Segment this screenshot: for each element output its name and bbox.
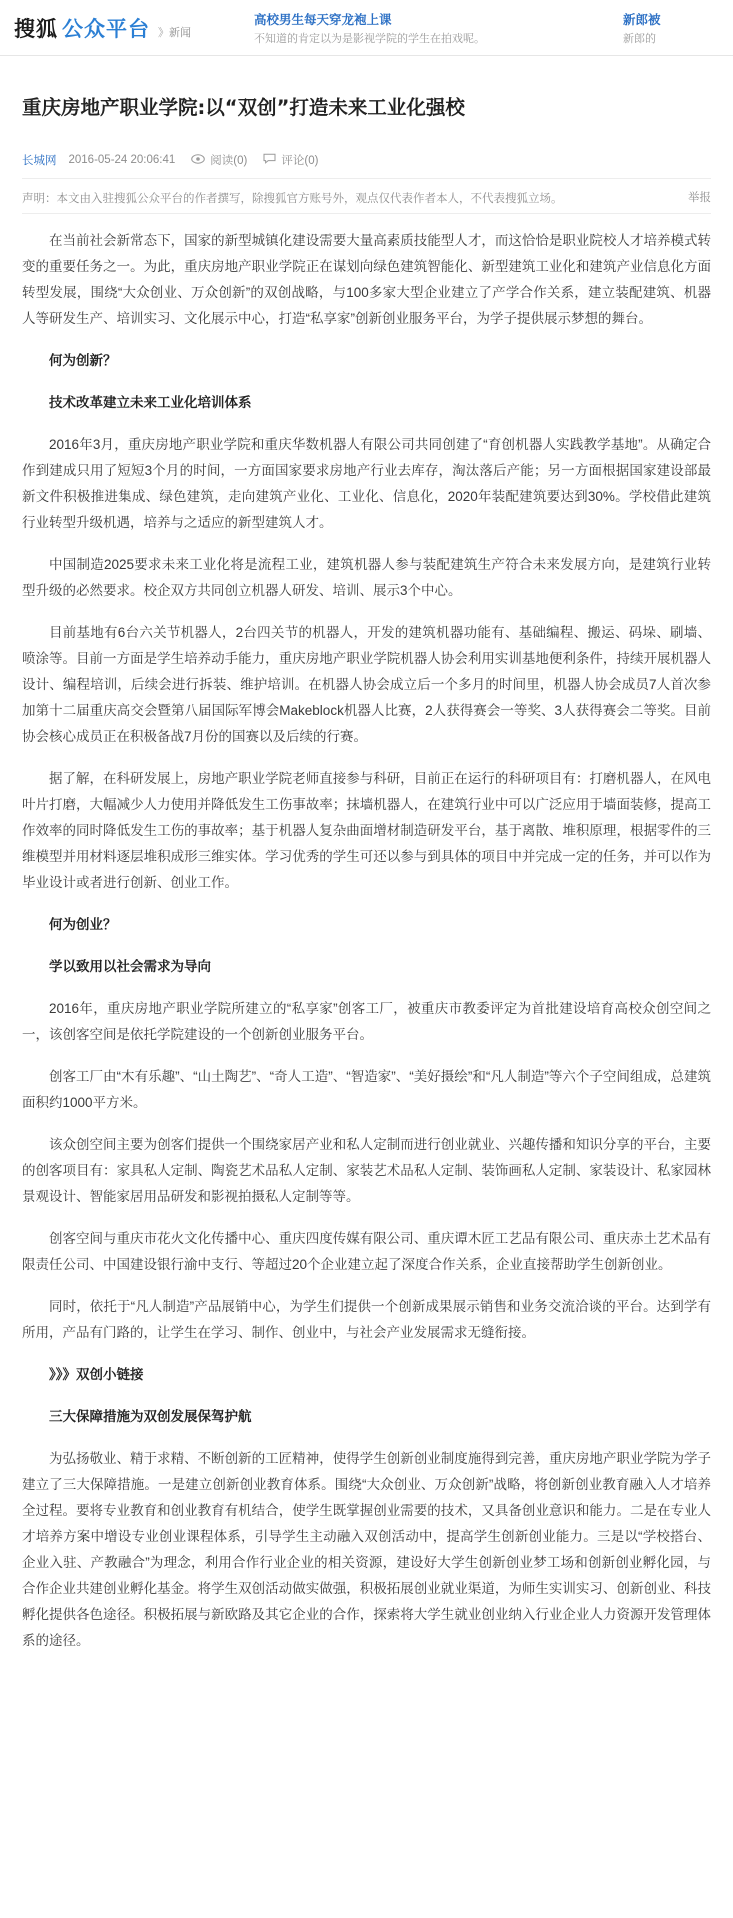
comment-count[interactable] <box>263 152 318 168</box>
article-paragraph: 同时，依托于“凡人制造”产品展销中心，为学生们提供一个创新成果展示销售和业务交流洽谈的平台。达到学有所用，产品有门路的，让学生在学习、制作、创业中，与社会产业发展需求无缝衔接。 <box>22 1299 711 1341</box>
article-date: 2016-05-24 20:06:41 <box>68 154 176 167</box>
article-paragraph: 为弘扬敬业、精于求精、不断创新的工匠精神，使得学生创新创业制度施得到完善，重庆房地产职业学院为学子建立了三大保障措施。一是建立创新创业教育体系。围绕“大众创业、万众创新”战略，将创新创业教育融入人才培养全过程。要将专业教育和创业教育有机结合，使学生既掌握创业需要的技术，又具备创业意识和能力。二是在专业人才培养方案中增设专业创业课程体系，引导学生主动融入双创活动中，提高学生创新创业能力。三是以“学校搭台、企业入驻、产教融合”为理念，利用合作行业企业的相关资源，建设好大学生创新创业梦工场和创新创业孵化园，与合作企业共建创业孵化基金。将学生双创活动做实做强，积极拓展创业就业渠道，为师生实训实习、创新创业、科技孵化提供各色途径。积极拓展与新欧路及其它企业的合作，探索将大学生就业创业纳入行业企业人力资源开发管理体系的途径。 <box>22 1451 711 1649</box>
promo-secondary-description: 新郎的 <box>623 33 656 45</box>
article-paragraph: 2016年3月，重庆房地产职业学院和重庆华数机器人有限公司共同创建了“育创机器人实践教学基地”。从确定合作到建成只用了短短3个月的时间，一方面国家要求房地产行业去库存，淘汰落后产能；另一方面根据国家建设部最新文件积极推进集成、绿色建筑，走向建筑产业化、工业化、信息化，2020年装配建筑要达到30%。学校借此建筑行业转型升级机遇，培养与之适应的新型建筑人才。 <box>22 437 711 531</box>
article-container <box>0 69 733 1654</box>
eye-icon <box>191 154 205 167</box>
promo-secondary-link[interactable] <box>623 7 733 48</box>
article-paragraph: 据了解，在科研发展上，房地产职业学院老师直接参与科研，目前正在运行的科研项目有：打磨机器人，在风电叶片打磨，大幅减少人力使用并降低发生工伤事故率；抹墙机器人，在建筑行业中可以广泛应用于墙面装修，提高工作效率的同时降低发生工伤的事故率；基于机器人复杂曲面增材制造研发平台，基于离散、堆积原理，根据零件的三维模型并用材料逐层堆积成形三维实体。学习优秀的学生可还以参与到具体的项目中并完成一定的任务，并可以作为毕业设计或者进行创新、创业工作。 <box>22 771 711 891</box>
article-body <box>22 214 711 1654</box>
logo-sohu-text: 搜狐 <box>14 16 58 41</box>
site-logo[interactable] <box>0 13 248 43</box>
comment-count-label: 评论(0) <box>281 155 319 168</box>
promo-secondary-title: 新郎被 <box>623 13 661 27</box>
article-paragraph: 目前基地有6台六关节机器人，2台四关节的机器人，开发的建筑机器功能有、基础编程、搬运、码垛、刷墙、喷涂等。目前一方面是学生培养动手能力，重庆房地产职业学院机器人协会利用实训基地便利条件，持续开展机器人设计、编程培训，后续会进行拆装、维护培训。在机器人协会成立后一个多月的时间里，机器人协会成员7人首次参加第十二届重庆高交会暨第八届国际军博会Makeblock机器人比赛，2人获得赛会一等奖、3人获得赛会二等奖。目前协会核心成员正在积极备战7月份的国赛以及后续的行赛。 <box>22 625 711 745</box>
article-paragraph: 在当前社会新常态下，国家的新型城镇化建设需要大量高素质技能型人才，而这恰恰是职业院校人才培养模式转变的重要任务之一。为此，重庆房地产职业学院正在谋划向绿色建筑智能化、新型建筑工业化和建筑产业信息化方面转型发展，围绕“大众创业、万众创新”的双创战略，与100多家大型企业建立了产学合作关系，建立装配建筑、机器人等研发生产、培训实习、文化展示中心，打造“私享家”创新创业服务平台，为学子提供展示梦想的舞台。 <box>22 233 711 327</box>
page-title: 重庆房地产职业学院:以“双创”打造未来工业化强校 <box>22 96 465 120</box>
comment-icon <box>263 153 276 167</box>
disclaimer-row <box>22 179 711 214</box>
report-button[interactable]: 举报 <box>688 192 711 205</box>
promo-description: 不知道的肯定以为是影视学院的学生在拍戏呢。 <box>254 33 485 45</box>
read-count-label: 阅读(0) <box>210 155 248 168</box>
article-source[interactable]: 长城网 <box>22 155 57 168</box>
section-heading: 何为创业？ <box>49 917 117 933</box>
article-paragraph: 创客工厂由“木有乐趣”、“山土陶艺”、“奇人工造”、“智造家”、“美好摄绘”和“凡人制造”等六个子空间组成，总建筑面积约1000平方米。 <box>22 1069 711 1111</box>
section-heading: 》》》双创小链接 <box>49 1367 144 1383</box>
promo-article-link[interactable] <box>248 7 623 48</box>
article-paragraph: 创客空间与重庆市花火文化传播中心、重庆四度传媒有限公司、重庆谭木匠工艺品有限公司、重庆赤土艺术品有限责任公司、中国建设银行渝中支行、等超过20个企业建立起了深度合作关系，企业直接帮助学生创新创业。 <box>22 1231 711 1273</box>
section-subheading: 技术改革建立未来工业化培训体系 <box>49 395 252 411</box>
read-count <box>191 152 247 168</box>
section-subheading: 学以致用以社会需求为导向 <box>49 959 211 975</box>
article-meta <box>22 152 711 179</box>
section-heading: 何为创新？ <box>49 353 117 369</box>
article-paragraph: 中国制造2025要求未来工业化将是流程工业，建筑机器人参与装配建筑生产符合未来发展方向，是建筑行业转型升级的必然要求。校企双方共同创立机器人研发、培训、展示3个中心。 <box>22 557 711 599</box>
logo-platform-text: 公众平台 <box>62 16 150 41</box>
article-paragraph: 该众创空间主要为创客们提供一个围绕家居产业和私人定制而进行创业就业、兴趣传播和知识分享的平台，主要的创客项目有：家具私人定制、陶瓷艺术品私人定制、家装艺术品私人定制、装饰画私人定制、家装设计、私家园林景观设计、智能家居用品研发和影视拍摄私人定制等等。 <box>22 1137 711 1205</box>
disclaimer-text: 声明：本文由入驻搜狐公众平台的作者撰写，除搜狐官方账号外，观点仅代表作者本人，不代表搜狐立场。 <box>22 193 563 206</box>
article-paragraph: 2016年，重庆房地产职业学院所建立的“私享家”创客工厂，被重庆市教委评定为首批建设培育高校众创空间之一，该创客空间是依托学院建设的一个创新创业服务平台。 <box>22 1001 711 1043</box>
logo-subsection-label: 》新闻 <box>158 26 191 39</box>
promo-title: 高校男生每天穿龙袍上课 <box>254 13 392 27</box>
section-subheading: 三大保障措施为双创发展保驾护航 <box>49 1409 252 1425</box>
site-header <box>0 0 733 56</box>
